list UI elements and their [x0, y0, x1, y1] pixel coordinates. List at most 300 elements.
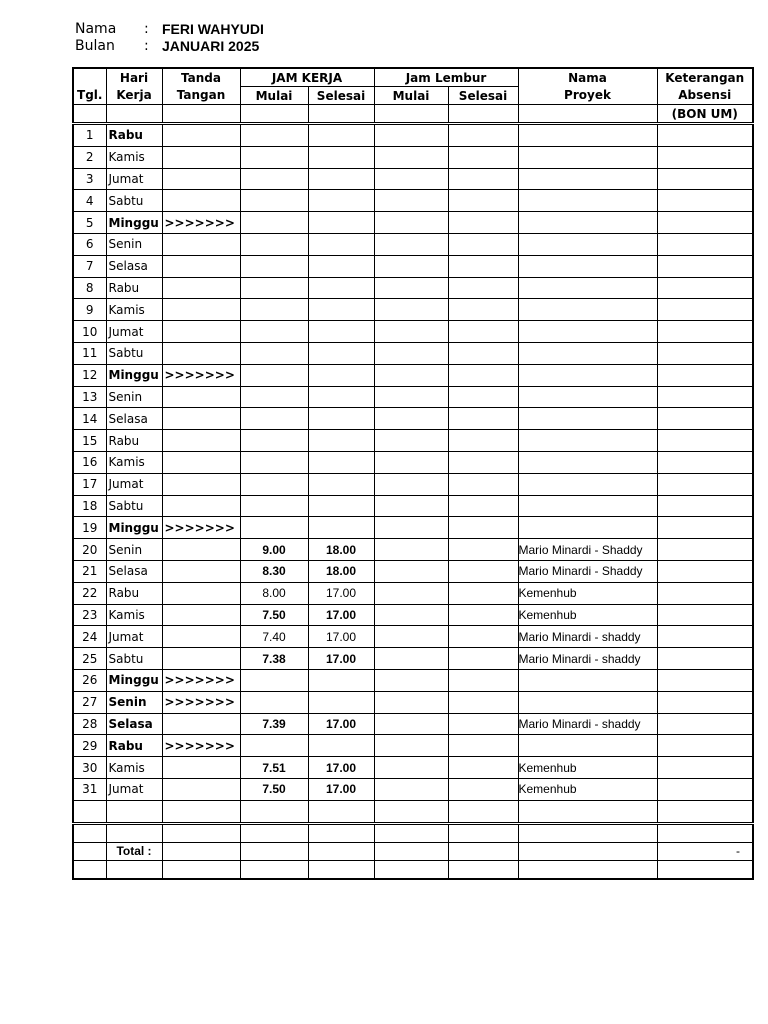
keterangan-cell: [657, 560, 753, 582]
lembur-mulai-cell: [374, 582, 448, 604]
proyek-cell: [518, 473, 657, 495]
proyek-cell: Mario Minardi - shaddy: [518, 626, 657, 648]
tgl-cell: 3: [73, 168, 106, 190]
table-row: [73, 473, 753, 495]
tanda-tangan-cell: [162, 626, 240, 648]
hari-cell: Kamis: [106, 451, 162, 473]
blank-cell: [240, 800, 308, 823]
hari-cell: Jumat: [106, 626, 162, 648]
final-cell: [162, 860, 240, 879]
hari-cell: Selasa: [106, 408, 162, 430]
jam-mulai-cell: [240, 299, 308, 321]
jam-mulai-cell: [240, 473, 308, 495]
blank-cell: [518, 800, 657, 823]
keterangan-cell: [657, 168, 753, 190]
header-cell-tangan: Tangan: [162, 87, 240, 105]
total-row: [73, 842, 753, 860]
tanda-tangan-cell: [162, 299, 240, 321]
table-row: [73, 604, 753, 626]
jam-mulai-cell: 8.00: [240, 582, 308, 604]
hari-cell: Rabu: [106, 582, 162, 604]
keterangan-cell: [657, 691, 753, 713]
proyek-cell: Kemenhub: [518, 604, 657, 626]
lembur-selesai-cell: [448, 190, 518, 212]
proyek-cell: [518, 190, 657, 212]
nama-value: FERI WAHYUDI: [162, 21, 264, 37]
lembur-mulai-cell: [374, 626, 448, 648]
tanda-tangan-cell: [162, 582, 240, 604]
lembur-mulai-cell: [374, 735, 448, 757]
tgl-cell: 22: [73, 582, 106, 604]
tgl-cell: 21: [73, 560, 106, 582]
spacer-cell: [657, 823, 753, 842]
table-row: [73, 648, 753, 670]
lembur-selesai-cell: [448, 757, 518, 779]
table-row: [73, 735, 753, 757]
jam-selesai-cell: [308, 495, 374, 517]
tanda-tangan-cell: >>>>>>>: [162, 735, 240, 757]
jam-selesai-cell: 18.00: [308, 560, 374, 582]
jam-selesai-cell: 17.00: [308, 582, 374, 604]
tanda-tangan-cell: [162, 255, 240, 277]
proyek-cell: Mario Minardi - Shaddy: [518, 560, 657, 582]
lembur-mulai-cell: [374, 495, 448, 517]
lembur-selesai-cell: [448, 517, 518, 539]
lembur-mulai-cell: [374, 473, 448, 495]
total-label: Total :: [106, 842, 162, 860]
tgl-cell: 6: [73, 233, 106, 255]
hari-cell: Sabtu: [106, 190, 162, 212]
proyek-cell: [518, 255, 657, 277]
lembur-mulai-cell: [374, 321, 448, 343]
tanda-tangan-cell: [162, 190, 240, 212]
table-row: [73, 408, 753, 430]
proyek-cell: [518, 386, 657, 408]
jam-selesai-cell: 17.00: [308, 626, 374, 648]
total-value: -: [657, 842, 753, 860]
jam-mulai-cell: [240, 255, 308, 277]
hari-cell: Jumat: [106, 473, 162, 495]
final-cell: [106, 860, 162, 879]
lembur-mulai-cell: [374, 451, 448, 473]
proyek-cell: [518, 299, 657, 321]
blank-cell: [657, 800, 753, 823]
tgl-cell: 24: [73, 626, 106, 648]
proyek-cell: Kemenhub: [518, 757, 657, 779]
lembur-mulai-cell: [374, 408, 448, 430]
final-cell: [518, 860, 657, 879]
hari-cell: Kamis: [106, 757, 162, 779]
header-row-3: [73, 105, 753, 124]
jam-mulai-cell: [240, 342, 308, 364]
bulan-value: JANUARI 2025: [162, 38, 260, 54]
table-row: [73, 582, 753, 604]
hari-cell: Sabtu: [106, 342, 162, 364]
jam-mulai-cell: [240, 364, 308, 386]
tgl-cell: 17: [73, 473, 106, 495]
tanda-tangan-cell: [162, 168, 240, 190]
header-cell-bon-um: (BON UM): [657, 105, 753, 124]
table-row: [73, 299, 753, 321]
jam-mulai-cell: 8.30: [240, 560, 308, 582]
jam-mulai-cell: 7.40: [240, 626, 308, 648]
spacer-cell: [162, 823, 240, 842]
total-blank-cell: [240, 842, 308, 860]
table-row: [73, 495, 753, 517]
tgl-cell: 2: [73, 146, 106, 168]
tanda-tangan-cell: [162, 778, 240, 800]
keterangan-cell: [657, 713, 753, 735]
table-row: [73, 124, 753, 147]
jam-selesai-cell: [308, 321, 374, 343]
header-cell-mulai: Mulai: [240, 87, 308, 105]
hari-cell: Selasa: [106, 560, 162, 582]
hari-cell: Minggu: [106, 669, 162, 691]
tanda-tangan-cell: >>>>>>>: [162, 364, 240, 386]
hari-cell: Minggu: [106, 517, 162, 539]
tgl-cell: 8: [73, 277, 106, 299]
nama-colon: :: [144, 21, 149, 37]
lembur-selesai-cell: [448, 408, 518, 430]
proyek-cell: [518, 364, 657, 386]
jam-mulai-cell: 9.00: [240, 539, 308, 561]
table-row: [73, 517, 753, 539]
lembur-mulai-cell: [374, 146, 448, 168]
jam-selesai-cell: 17.00: [308, 713, 374, 735]
spacer-cell: [518, 823, 657, 842]
tanda-tangan-cell: [162, 321, 240, 343]
hari-cell: Rabu: [106, 735, 162, 757]
keterangan-cell: [657, 626, 753, 648]
lembur-selesai-cell: [448, 342, 518, 364]
tgl-cell: 15: [73, 430, 106, 452]
tgl-cell: 20: [73, 539, 106, 561]
header-row-2: [73, 87, 753, 105]
spacer-cell: [240, 823, 308, 842]
lembur-selesai-cell: [448, 713, 518, 735]
jam-selesai-cell: [308, 146, 374, 168]
hari-cell: Minggu: [106, 364, 162, 386]
lembur-mulai-cell: [374, 778, 448, 800]
keterangan-cell: [657, 408, 753, 430]
hari-cell: Senin: [106, 691, 162, 713]
tgl-cell: 4: [73, 190, 106, 212]
proyek-cell: [518, 212, 657, 234]
hari-cell: Rabu: [106, 124, 162, 147]
jam-mulai-cell: [240, 451, 308, 473]
lembur-mulai-cell: [374, 604, 448, 626]
lembur-mulai-cell: [374, 386, 448, 408]
lembur-selesai-cell: [448, 233, 518, 255]
keterangan-cell: [657, 321, 753, 343]
jam-mulai-cell: 7.39: [240, 713, 308, 735]
total-blank-cell: [374, 842, 448, 860]
keterangan-cell: [657, 604, 753, 626]
spacer-row: [73, 823, 753, 842]
header-cell-jam-lembur: Jam Lembur: [374, 68, 518, 87]
lembur-mulai-cell: [374, 168, 448, 190]
total-blank-cell: [448, 842, 518, 860]
keterangan-cell: [657, 212, 753, 234]
table-row: [73, 342, 753, 364]
bulan-colon: :: [144, 38, 149, 54]
lembur-mulai-cell: [374, 342, 448, 364]
jam-selesai-cell: [308, 255, 374, 277]
tanda-tangan-cell: [162, 757, 240, 779]
tgl-cell: 29: [73, 735, 106, 757]
lembur-selesai-cell: [448, 539, 518, 561]
jam-selesai-cell: [308, 691, 374, 713]
proyek-cell: Kemenhub: [518, 778, 657, 800]
keterangan-cell: [657, 778, 753, 800]
lembur-selesai-cell: [448, 473, 518, 495]
lembur-mulai-cell: [374, 757, 448, 779]
keterangan-cell: [657, 517, 753, 539]
timesheet-table: [72, 67, 754, 880]
hari-cell: Kamis: [106, 146, 162, 168]
tgl-cell: 5: [73, 212, 106, 234]
table-row: [73, 757, 753, 779]
header-cell-nama: Nama: [518, 68, 657, 87]
spacer-cell: [448, 823, 518, 842]
tgl-cell: 28: [73, 713, 106, 735]
jam-mulai-cell: [240, 124, 308, 147]
table-row: [73, 778, 753, 800]
blank-cell: [73, 800, 106, 823]
tanda-tangan-cell: [162, 473, 240, 495]
blank-row: [73, 800, 753, 823]
proyek-cell: [518, 430, 657, 452]
lembur-selesai-cell: [448, 430, 518, 452]
lembur-mulai-cell: [374, 430, 448, 452]
lembur-selesai-cell: [448, 691, 518, 713]
keterangan-cell: [657, 430, 753, 452]
hari-cell: Minggu: [106, 212, 162, 234]
proyek-cell: Mario Minardi - shaddy: [518, 713, 657, 735]
table-row: [73, 212, 753, 234]
tanda-tangan-cell: >>>>>>>: [162, 669, 240, 691]
lembur-selesai-cell: [448, 735, 518, 757]
header-empty-cell: [73, 105, 106, 124]
jam-selesai-cell: [308, 386, 374, 408]
spacer-cell: [308, 823, 374, 842]
proyek-cell: [518, 342, 657, 364]
tanda-tangan-cell: [162, 146, 240, 168]
jam-selesai-cell: [308, 451, 374, 473]
jam-selesai-cell: [308, 430, 374, 452]
hari-cell: Jumat: [106, 321, 162, 343]
header-cell: [73, 68, 106, 87]
lembur-selesai-cell: [448, 277, 518, 299]
lembur-mulai-cell: [374, 560, 448, 582]
tanda-tangan-cell: >>>>>>>: [162, 691, 240, 713]
jam-mulai-cell: [240, 190, 308, 212]
blank-cell: [308, 800, 374, 823]
header-cell-proyek: Proyek: [518, 87, 657, 105]
lembur-selesai-cell: [448, 778, 518, 800]
proyek-cell: [518, 146, 657, 168]
tgl-cell: 1: [73, 124, 106, 147]
table-row: [73, 364, 753, 386]
jam-selesai-cell: 17.00: [308, 604, 374, 626]
table-row: [73, 451, 753, 473]
tgl-cell: 9: [73, 299, 106, 321]
lembur-mulai-cell: [374, 517, 448, 539]
tanda-tangan-cell: [162, 233, 240, 255]
tanda-tangan-cell: [162, 604, 240, 626]
table-row: [73, 190, 753, 212]
table-row: [73, 321, 753, 343]
jam-selesai-cell: [308, 124, 374, 147]
proyek-cell: [518, 321, 657, 343]
proyek-cell: [518, 408, 657, 430]
lembur-mulai-cell: [374, 212, 448, 234]
tanda-tangan-cell: [162, 495, 240, 517]
proyek-cell: [518, 168, 657, 190]
tanda-tangan-cell: [162, 648, 240, 670]
table-row: [73, 539, 753, 561]
jam-selesai-cell: 17.00: [308, 757, 374, 779]
hari-cell: Selasa: [106, 713, 162, 735]
jam-mulai-cell: [240, 408, 308, 430]
bulan-label: Bulan: [75, 38, 115, 54]
header-cell-absensi: Absensi: [657, 87, 753, 105]
lembur-mulai-cell: [374, 124, 448, 147]
jam-selesai-cell: [308, 212, 374, 234]
header-cell-hari: Hari: [106, 68, 162, 87]
lembur-selesai-cell: [448, 495, 518, 517]
tgl-cell: 30: [73, 757, 106, 779]
tgl-cell: 19: [73, 517, 106, 539]
spacer-cell: [374, 823, 448, 842]
proyek-cell: Kemenhub: [518, 582, 657, 604]
tanda-tangan-cell: [162, 560, 240, 582]
lembur-selesai-cell: [448, 386, 518, 408]
tanda-tangan-cell: [162, 713, 240, 735]
header-cell-selesai: Selesai: [308, 87, 374, 105]
header-empty-cell: [374, 105, 448, 124]
hari-cell: Rabu: [106, 277, 162, 299]
lembur-mulai-cell: [374, 299, 448, 321]
jam-mulai-cell: 7.50: [240, 604, 308, 626]
jam-mulai-cell: [240, 495, 308, 517]
final-cell: [73, 860, 106, 879]
jam-selesai-cell: [308, 473, 374, 495]
lembur-selesai-cell: [448, 451, 518, 473]
lembur-selesai-cell: [448, 669, 518, 691]
hari-cell: Jumat: [106, 778, 162, 800]
jam-mulai-cell: [240, 669, 308, 691]
final-row: [73, 860, 753, 879]
proyek-cell: [518, 451, 657, 473]
tgl-cell: 31: [73, 778, 106, 800]
lembur-selesai-cell: [448, 168, 518, 190]
lembur-selesai-cell: [448, 604, 518, 626]
table-row: [73, 626, 753, 648]
jam-selesai-cell: [308, 299, 374, 321]
keterangan-cell: [657, 495, 753, 517]
jam-selesai-cell: 17.00: [308, 778, 374, 800]
lembur-selesai-cell: [448, 648, 518, 670]
keterangan-cell: [657, 386, 753, 408]
lembur-selesai-cell: [448, 560, 518, 582]
total-blank-cell: [73, 842, 106, 860]
jam-selesai-cell: [308, 364, 374, 386]
jam-mulai-cell: [240, 430, 308, 452]
jam-mulai-cell: 7.38: [240, 648, 308, 670]
table-row: [73, 560, 753, 582]
jam-mulai-cell: 7.51: [240, 757, 308, 779]
total-blank-cell: [308, 842, 374, 860]
keterangan-cell: [657, 451, 753, 473]
keterangan-cell: [657, 582, 753, 604]
header-empty-cell: [448, 105, 518, 124]
keterangan-cell: [657, 539, 753, 561]
hari-cell: Sabtu: [106, 495, 162, 517]
lembur-mulai-cell: [374, 190, 448, 212]
jam-mulai-cell: [240, 168, 308, 190]
keterangan-cell: [657, 190, 753, 212]
tanda-tangan-cell: [162, 277, 240, 299]
final-cell: [308, 860, 374, 879]
hari-cell: Sabtu: [106, 648, 162, 670]
proyek-cell: Mario Minardi - shaddy: [518, 648, 657, 670]
final-cell: [240, 860, 308, 879]
nama-label: Nama: [75, 21, 117, 37]
keterangan-cell: [657, 146, 753, 168]
header-cell-tgl: Tgl.: [73, 87, 106, 105]
lembur-mulai-cell: [374, 713, 448, 735]
jam-selesai-cell: 18.00: [308, 539, 374, 561]
lembur-mulai-cell: [374, 669, 448, 691]
jam-mulai-cell: [240, 146, 308, 168]
tgl-cell: 27: [73, 691, 106, 713]
lembur-selesai-cell: [448, 321, 518, 343]
spacer-cell: [106, 823, 162, 842]
tanda-tangan-cell: >>>>>>>: [162, 517, 240, 539]
proyek-cell: [518, 691, 657, 713]
lembur-mulai-cell: [374, 539, 448, 561]
tgl-cell: 11: [73, 342, 106, 364]
header-empty-cell: [518, 105, 657, 124]
jam-mulai-cell: [240, 517, 308, 539]
hari-cell: Kamis: [106, 604, 162, 626]
hari-cell: Senin: [106, 233, 162, 255]
hari-cell: Jumat: [106, 168, 162, 190]
jam-mulai-cell: [240, 277, 308, 299]
final-cell: [448, 860, 518, 879]
tanda-tangan-cell: >>>>>>>: [162, 212, 240, 234]
keterangan-cell: [657, 255, 753, 277]
header-cell-lembur-mulai: Mulai: [374, 87, 448, 105]
hari-cell: Senin: [106, 539, 162, 561]
blank-cell: [106, 800, 162, 823]
jam-selesai-cell: [308, 408, 374, 430]
lembur-selesai-cell: [448, 124, 518, 147]
tanda-tangan-cell: [162, 451, 240, 473]
keterangan-cell: [657, 342, 753, 364]
proyek-cell: [518, 495, 657, 517]
table-row: [73, 691, 753, 713]
keterangan-cell: [657, 124, 753, 147]
header-cell-lembur-selesai: Selesai: [448, 87, 518, 105]
tanda-tangan-cell: [162, 342, 240, 364]
spacer-cell: [73, 823, 106, 842]
lembur-selesai-cell: [448, 212, 518, 234]
table-row: [73, 168, 753, 190]
header-cell-keterangan: Keterangan: [657, 68, 753, 87]
jam-mulai-cell: 7.50: [240, 778, 308, 800]
